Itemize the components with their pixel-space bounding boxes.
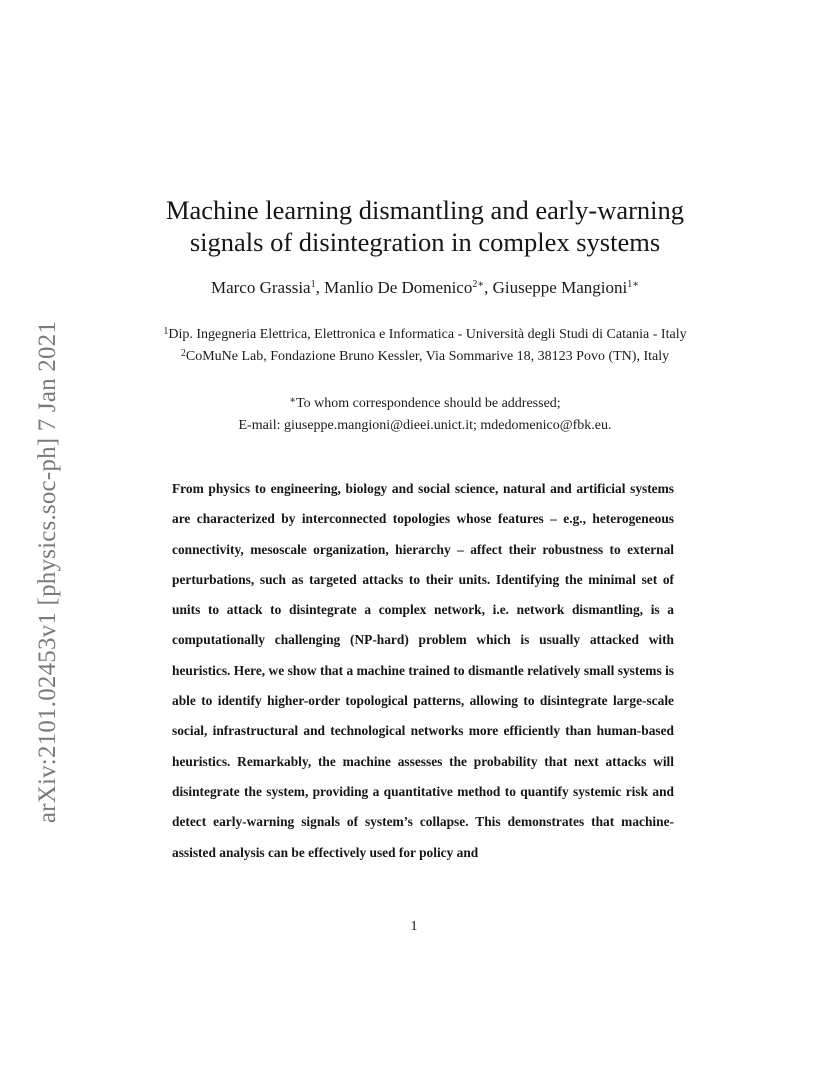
author-affiliation-mark: 1∗	[627, 279, 640, 290]
author-name: Marco Grassia	[210, 278, 311, 297]
page-number: 1	[410, 919, 418, 934]
affiliation-text: CoMuNe Lab, Fondazione Bruno Kessler, Via Sommarive 18, 38123 Povo (TN), Italy	[185, 349, 670, 364]
correspondence-email: E-mail: giuseppe.mangioni@dieei.unict.it; mdedomenico@fbk.eu.	[238, 418, 612, 433]
author-affiliation-mark: 1	[310, 279, 316, 290]
correspondence-note	[100, 394, 750, 414]
affiliation-text: Dip. Ingegneria Elettrica, Elettronica e Informatica - Università degli Studi di Catania - Italy	[168, 327, 687, 342]
correspondence-text: To whom correspondence should be addressed;	[296, 396, 561, 411]
abstract-text: From physics to engineering, biology and social science, natural and artificial systems are characterized by interconnected topologies whose features – e.g., heterogeneous connectivity, mesoscale organization, hierarchy – affect their robustness to external perturbations, such as targeted attacks to their units. Identifying the minimal set of units to attack to disintegrate a complex network, i.e. network dismantling, is a computationally challenging (NP-hard) problem which is usually attacked with heuristics. Here, we show that a machine trained to dismantle relatively small systems is able to identify higher-order topological patterns, allowing to disintegrate large-scale social, infrastructural and technological networks more efficiently than human-based heuristics. Remarkably, the machine assesses the probability that next attacks will disintegrate the system, providing a quantitative method to quantify systemic risk and detect early-warning signals of system’s collapse. This demonstrates that machine-assisted analysis can be effectively used for policy and	[172, 481, 674, 860]
author-affiliation-mark: 2∗	[472, 279, 485, 290]
affiliation-mark: 1	[163, 326, 169, 337]
affiliation	[100, 347, 750, 367]
affiliation-mark: 2	[180, 348, 186, 359]
author-list: Marco Grassia$^1$, Manlio De Domenico$^{2∗}$, Giuseppe Mangioni$^{1∗}$	[210, 278, 640, 297]
author-name: Giuseppe Mangioni	[492, 278, 628, 297]
author-name: Manlio De Domenico	[324, 278, 473, 297]
arxiv-identifier-stamp: arXiv:2101.02453v1 [physics.soc-ph] 7 Jan 2021	[34, 320, 61, 824]
affiliation	[100, 325, 750, 345]
paper-title	[100, 194, 750, 258]
title-line-2: signals of disintegration in complex systems	[189, 227, 661, 257]
correspondence-mark: ∗	[289, 395, 297, 406]
title-line-1: Machine learning dismantling and early-warning	[165, 195, 685, 225]
